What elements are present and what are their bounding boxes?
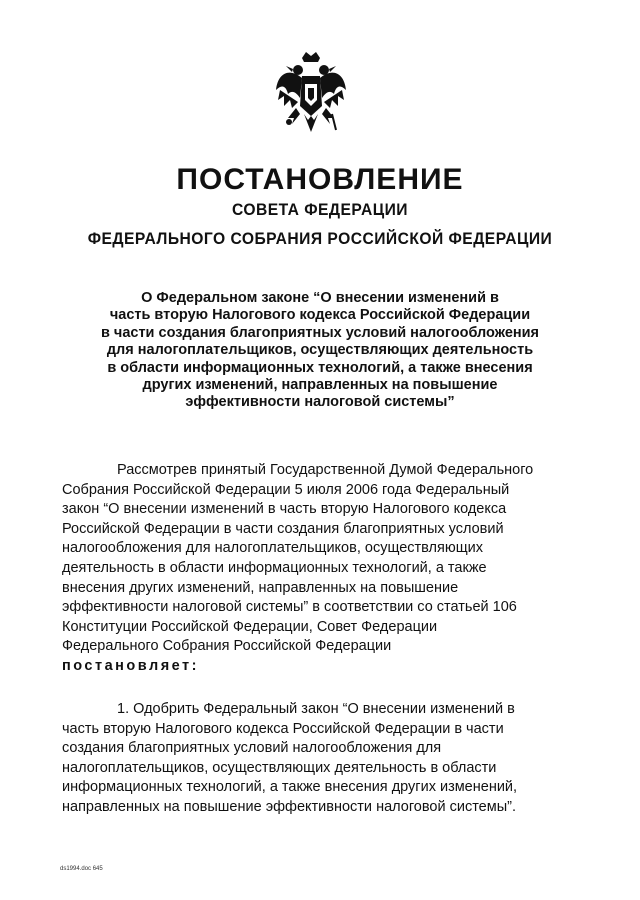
preamble-line: деятельность в области информационных технологий, а также — [62, 559, 487, 576]
subject-line: эффективности налоговой системы” — [185, 394, 455, 411]
preamble-line: Российской Федерации в части создания благоприятных условий — [62, 520, 504, 537]
item-line: информационных технологий, а также внесения других изменений, — [62, 779, 518, 796]
decree-word: постановляет: — [62, 657, 199, 674]
subject-line: в части создания благоприятных условий налогообложения — [100, 324, 540, 341]
document-file-reference: ds1994.doc 645 — [60, 866, 103, 872]
resolution-subject — [90, 290, 550, 412]
item-line: часть вторую Налогового кодекса Российской Федерации в части — [62, 720, 504, 737]
subject-line: других изменений, направленных на повышение — [142, 377, 498, 394]
preamble-paragraph — [62, 461, 580, 677]
item-line: создания благоприятных условий налогообложения для — [62, 740, 442, 757]
preamble-line: Собрания Российской Федерации 5 июля 2006 года Федеральный — [62, 481, 510, 498]
coat-of-arms-icon — [272, 50, 350, 138]
preamble-line: внесения других изменений, направленных на повышение — [62, 579, 459, 596]
document-subtitle-council: СОВЕТА ФЕДЕРАЦИИ — [232, 200, 408, 219]
item-line: 1. Одобрить Федеральный закон “О внесении изменений в — [117, 701, 515, 717]
document-subtitle-assembly: ФЕДЕРАЛЬНОГО СОБРАНИЯ РОССИЙСКОЙ ФЕДЕРАЦИИ — [87, 229, 553, 248]
preamble-line: Федерального Собрания Российской Федерации — [62, 638, 392, 655]
item-line: направленных на повышение эффективности налоговой системы”. — [62, 798, 516, 815]
preamble-line: Рассмотрев принятый Государственной Думой Федерального — [117, 462, 534, 478]
item-line: налогоплательщиков, осуществляющих деятельность в области — [62, 759, 497, 776]
preamble-line: налогообложения для налогоплательщиков, осуществляющих — [62, 540, 484, 557]
document-title: ПОСТАНОВЛЕНИЕ — [176, 163, 464, 196]
subject-line: часть вторую Налогового кодекса Российской Федерации — [109, 307, 531, 324]
resolution-item-1 — [62, 700, 580, 818]
subject-line: О Федеральном законе “О внесении изменений в — [141, 290, 499, 306]
preamble-line: закон “О внесении изменений в часть вторую Налогового кодекса — [62, 501, 507, 518]
preamble-line: Конституции Российской Федерации, Совет Федерации — [62, 618, 438, 635]
subject-line: для налогоплательщиков, осуществляющих деятельность — [106, 342, 534, 359]
preamble-line: эффективности налоговой системы” в соответствии со статьей 106 — [62, 599, 517, 616]
subject-line: в области информационных технологий, а также внесения — [107, 359, 533, 376]
